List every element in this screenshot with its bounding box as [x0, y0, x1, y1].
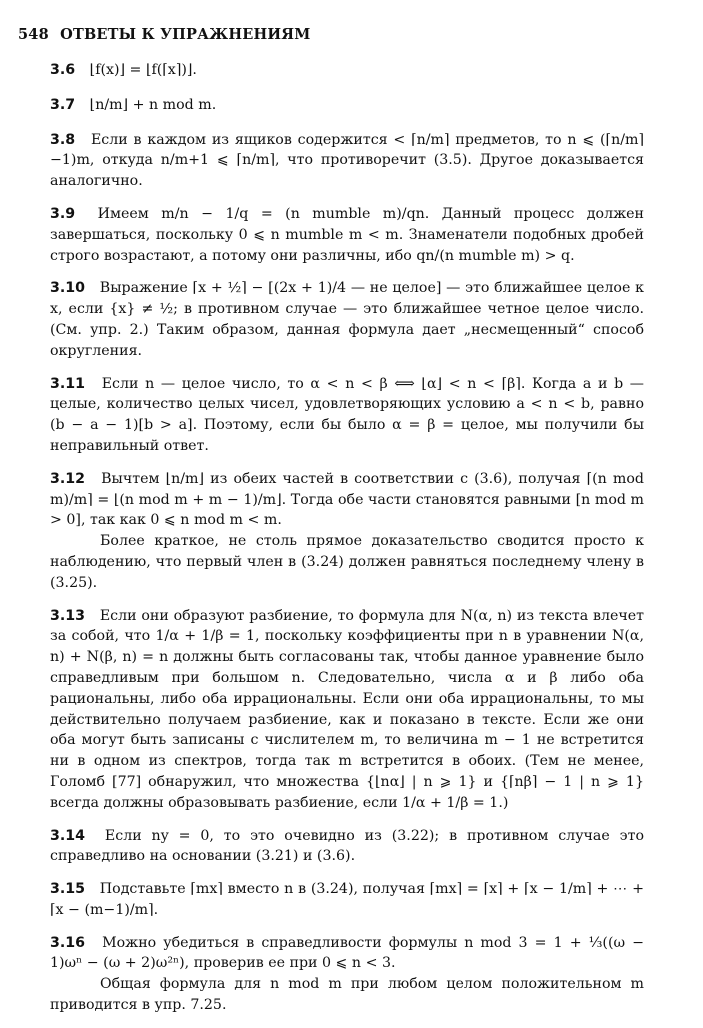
- answer-3-12-continuation: Более краткое, не столь прямое доказательство сводится просто к наблюдению, что первый член в (3.24) должен равняться последнему члену в (3.25).: [50, 533, 644, 591]
- answer-text: Если n — целое число, то α < n < β ⟺ ⌊α⌋ < n < ⌈β⌉. Когда a и b — целые, количество целых чисел, удовлетворяющих условию a < n < b, равно (b − a − 1)[b > a]. Поэтому, если бы было α = β = целое, мы получили бы неправильный ответ.: [50, 375, 644, 454]
- answers-body: [50, 60, 644, 1028]
- answer-number: 3.7: [50, 96, 76, 113]
- answer-3-8: [50, 130, 644, 192]
- answer-number: 3.10: [50, 280, 86, 297]
- answer-text: Можно убедиться в справедливости формулы n mod 3 = 1 + ⅓((ω − 1)ωⁿ − (ω + 2)ω²ⁿ), проверив ее при 0 ⩽ n < 3.: [50, 934, 645, 972]
- answer-text: Выражение ⌈x + ½⌉ − [(2x + 1)/4 — не целое] — это ближайшее целое к x, если {x} ≠ ½; в противном случае — это ближайшее четное целое число. (См. упр. 2.) Таким образом, данная формула дает „несмещенный“ способ округления.: [50, 280, 644, 359]
- answer-3-15: [50, 879, 644, 921]
- answer-number: 3.8: [50, 131, 76, 148]
- answer-3-11: [50, 374, 644, 457]
- running-header: [18, 26, 311, 43]
- answer-text: Если они образуют разбиение, то формула для N(α, n) из текста влечет за собой, что 1/α + 1/β = 1, поскольку коэффициенты при n в уравнении N(α, n) + N(β, n) = n должны быть согласованы так, чтобы данное уравнение было справедливым при большом n. Следовательно, числа α и β либо оба рациональны, либо оба иррациональны. Если они оба иррациональны, то мы действительно получаем разбиение, как и показано в тексте. Если же они оба могут быть записаны с числителем m, то величина m − 1 не встретится ни в одном из спектров, тогда так m встретится в обоих. (Тем не менее, Голомб [77] обнаружил, что множества {⌊nα⌋ | n ⩾ 1} и {⌈nβ⌉ − 1 | n ⩾ 1} всегда должны образовывать разбиение, если 1/α + 1/β = 1.): [50, 607, 645, 811]
- answer-3-16-continuation: Общая формула для n mod m при любом целом положительном m приводится в упр. 7.25.: [50, 976, 644, 1014]
- answer-number: 3.12: [50, 470, 86, 487]
- answer-text: ⌊n/m⌋ + n mod m.: [89, 96, 217, 113]
- answer-3-14: [50, 826, 644, 868]
- answer-text: Если в каждом из ящиков содержится < ⌈n/m⌉ предметов, то n ⩽ (⌈n/m⌉−1)m, откуда n/m+1 ⩽ ⌈n/m⌉, что противоречит (3.5). Другое доказывается аналогично.: [50, 131, 644, 190]
- answer-3-12: [50, 469, 644, 531]
- answer-number: 3.13: [50, 607, 86, 624]
- answer-3-13: [50, 606, 644, 814]
- answer-number: 3.14: [50, 827, 86, 844]
- answer-text: Вычтем ⌊n/m⌋ из обеих частей в соответствии с (3.6), получая ⌈(n mod m)/m⌉ = ⌊(n mod m + m − 1)/m⌋. Тогда обе части становятся равными [n mod m > 0], так как 0 ⩽ n mod m < m.: [50, 470, 644, 529]
- answer-text: ⌊f(x)⌋ = ⌊f(⌈x⌉)⌋.: [89, 62, 197, 78]
- answer-number: 3.9: [50, 205, 76, 222]
- answer-number: 3.6: [50, 62, 76, 78]
- answer-text: Подставьте ⌈mx⌉ вместо n в (3.24), получая ⌈mx⌉ = ⌈x⌉ + ⌈x − 1/m⌉ + ⋯ + ⌈x − (m−1)/m⌉.: [50, 881, 644, 918]
- answer-number: 3.11: [50, 375, 86, 392]
- answer-number: 3.15: [50, 881, 86, 898]
- answer-number: 3.16: [50, 934, 86, 951]
- answer-text: Если ny = 0, то это очевидно из (3.22); в противном случае это справедливо на основании (3.21) и (3.6).: [50, 827, 644, 865]
- answer-3-6: [50, 60, 644, 81]
- chapter-title: ОТВЕТЫ К УПРАЖНЕНИЯМ: [60, 26, 311, 43]
- answer-3-7: [50, 95, 644, 116]
- answer-3-16: [50, 933, 644, 975]
- answer-3-9: [50, 204, 644, 266]
- page-number: 548: [18, 26, 49, 43]
- answer-3-10: [50, 278, 644, 361]
- answer-text: Имеем m/n − 1/q = (n mumble m)/qn. Данный процесс должен завершаться, поскольку 0 ⩽ n mumble m < m. Знаменатели подобных дробей строго возрастают, а потому они различны, ибо qn/(n mumble m) > q.: [50, 205, 645, 264]
